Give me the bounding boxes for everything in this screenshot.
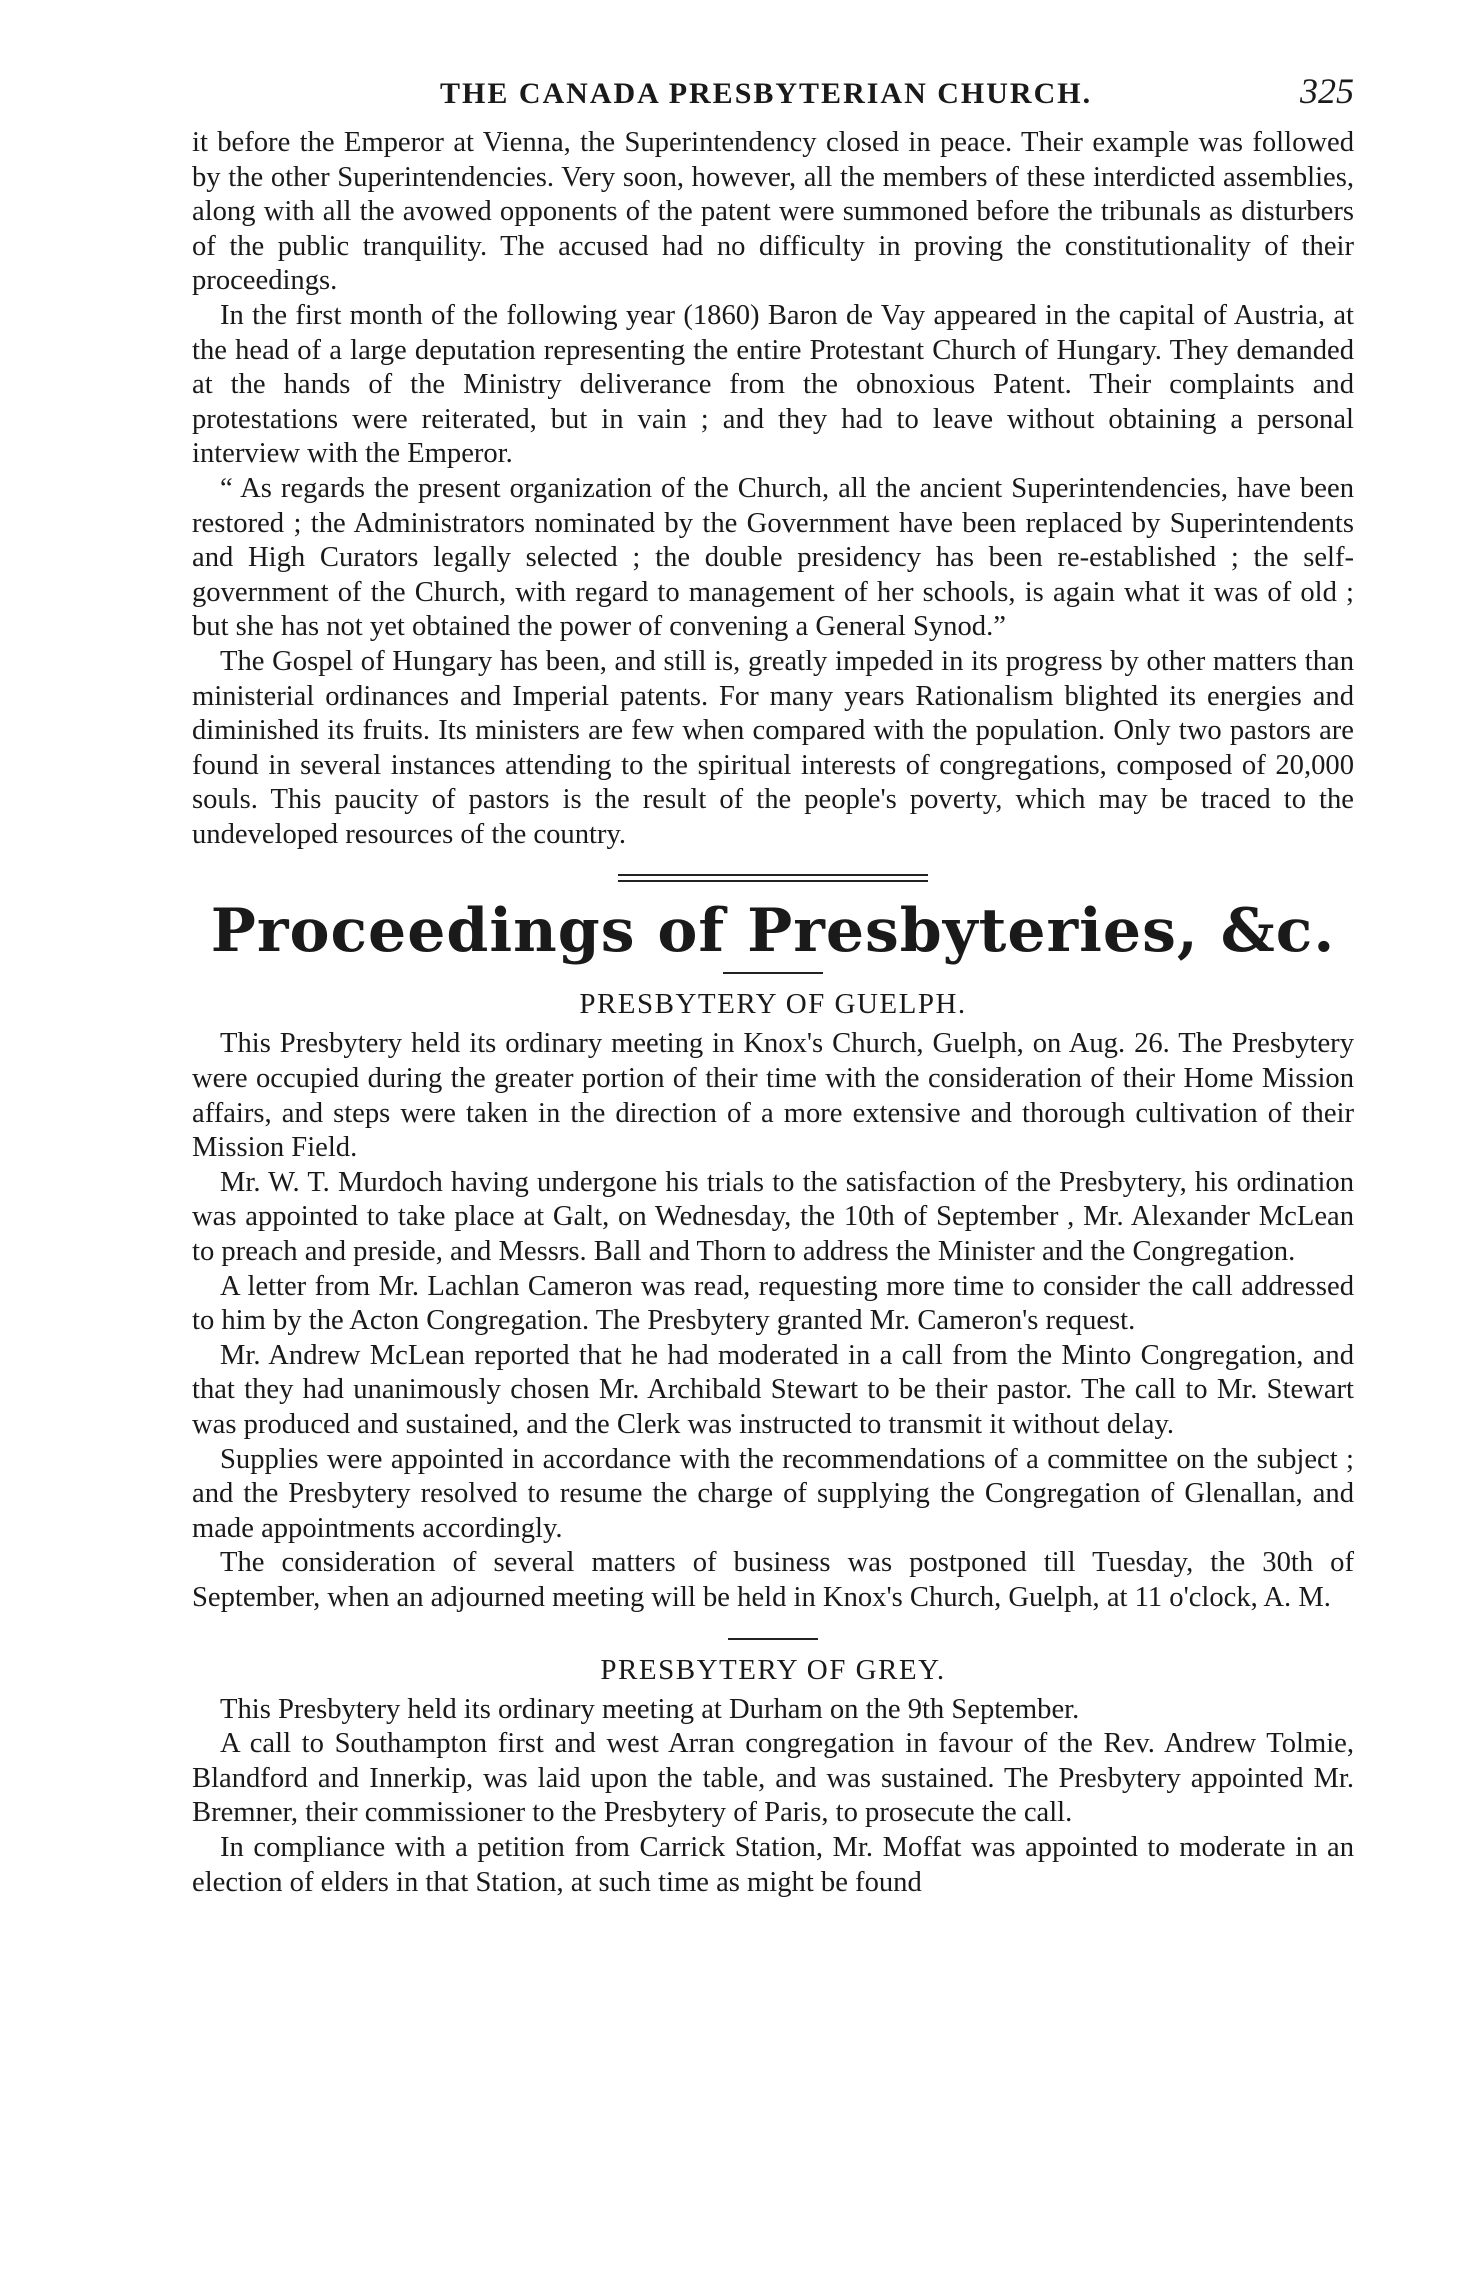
section-divider	[618, 874, 928, 882]
paragraph: In the first month of the following year (1860) Baron de Vay appeared in the capital of Austria, at the head of a large deputation representing the entire Protestant Church of Hungary. They demanded at the hands of the Ministry deliverance from the obnoxious Patent. Their complaints and protestations were reiterated, but in vain ; and they had to leave without obtaining a personal interview with the Emperor.	[192, 299, 1354, 470]
paragraph: This Presbytery held its ordinary meeting at Durham on the 9th September.	[220, 1693, 1080, 1725]
paragraph: A letter from Mr. Lachlan Cameron was read, requesting more time to consider the call addressed to him by the Acton Congregation. The Presbytery granted Mr. Cameron's request.	[192, 1270, 1354, 1337]
presbytery-grey	[192, 1654, 1354, 1901]
paragraph: it before the Emperor at Vienna, the Superintendency closed in peace. Their example was followed by the other Superintendencies. Very soon, however, all the members of these interdicted assemblies, along with all the avowed opponents of the patent were summoned before the tribunals as disturbers of the public tranquility. The accused had no difficulty in proving the constitutionality of their proceedings.	[192, 127, 1354, 297]
section-title: Proceedings of Presbyteries, &c.	[210, 896, 1336, 967]
subsection-heading: PRESBYTERY OF GREY.	[600, 1653, 946, 1686]
title-underline	[723, 972, 823, 974]
paragraph: This Presbytery held its ordinary meeting in Knox's Church, Guelph, on Aug. 26. The Presbytery were occupied during the greater portion of their time with the consideration of their Home Mission affairs, and steps were taken in the direction of a more extensive and thorough cultivation of their Mission Field.	[192, 1028, 1354, 1164]
paragraph: Mr. W. T. Murdoch having undergone his trials to the satisfaction of the Presbytery, his ordination was appointed to take place at Galt, on Wednesday, the 10th of September , Mr. Alexander McLean to preach and preside, and Messrs. Ball and Thorn to address the Minister and the Congregation.	[192, 1166, 1354, 1268]
presbytery-guelph	[192, 988, 1354, 1615]
page-number: 325	[1300, 71, 1354, 111]
subsection-heading: PRESBYTERY OF GUELPH.	[579, 988, 967, 1021]
paragraph: The consideration of several matters of business was postponed till Tuesday, the 30th of September, when an adjourned meeting will be held in Knox's Church, Guelph, at 11 o'clock, A. M.	[192, 1547, 1354, 1613]
quoted-paragraph: “ As regards the present organization of the Church, all the ancient Superintendencies, have been restored ; the Administrators nominated by the Government have been replaced by Superintendents and High Curators legally selected ; the double presidency has been re-established ; the self-government of the Church, with regard to management of her schools, is again what it was of old ; but she has not yet obtained the power of convening a General Synod.”	[192, 472, 1354, 643]
paragraph: Mr. Andrew McLean reported that he had moderated in a call from the Minto Congregation, and that they had unanimously chosen Mr. Archibald Stewart to be their pastor. The call to Mr. Stewart was produced and sustained, and the Clerk was instructed to transmit it without delay.	[192, 1339, 1354, 1440]
subsection-divider	[728, 1638, 818, 1640]
continued-article	[192, 126, 1354, 852]
paragraph: A call to Southampton first and west Arran congregation in favour of the Rev. Andrew Tolmie, Blandford and Innerkip, was laid upon the table, and was sustained. The Presbytery appointed Mr. Bremner, their commissioner to the Presbytery of Paris, to prosecute the call.	[192, 1728, 1354, 1829]
paragraph: In compliance with a petition from Carrick Station, Mr. Moffat was appointed to moderate in an election of elders in that Station, at such time as might be found	[192, 1831, 1354, 1898]
running-title: THE CANADA PRESBYTERIAN CHURCH.	[440, 77, 1093, 110]
running-header	[192, 70, 1354, 112]
paragraph: Supplies were appointed in accordance with the recommendations of a committee on the subject ; and the Presbytery resolved to resume the charge of supplying the Congregation of Glenallan, and made appointments accordingly.	[192, 1443, 1354, 1544]
paragraph: The Gospel of Hungary has been, and still is, greatly impeded in its progress by other matters than ministerial ordinances and Imperial patents. For many years Rationalism blighted its energies and diminished its fruits. Its ministers are few when compared with the population. Only two pastors are found in several instances attending to the spiritual interests of congregations, composed of 20,000 souls. This paucity of pastors is the result of the people's poverty, which may be traced to the undeveloped resources of the country.	[192, 645, 1354, 850]
